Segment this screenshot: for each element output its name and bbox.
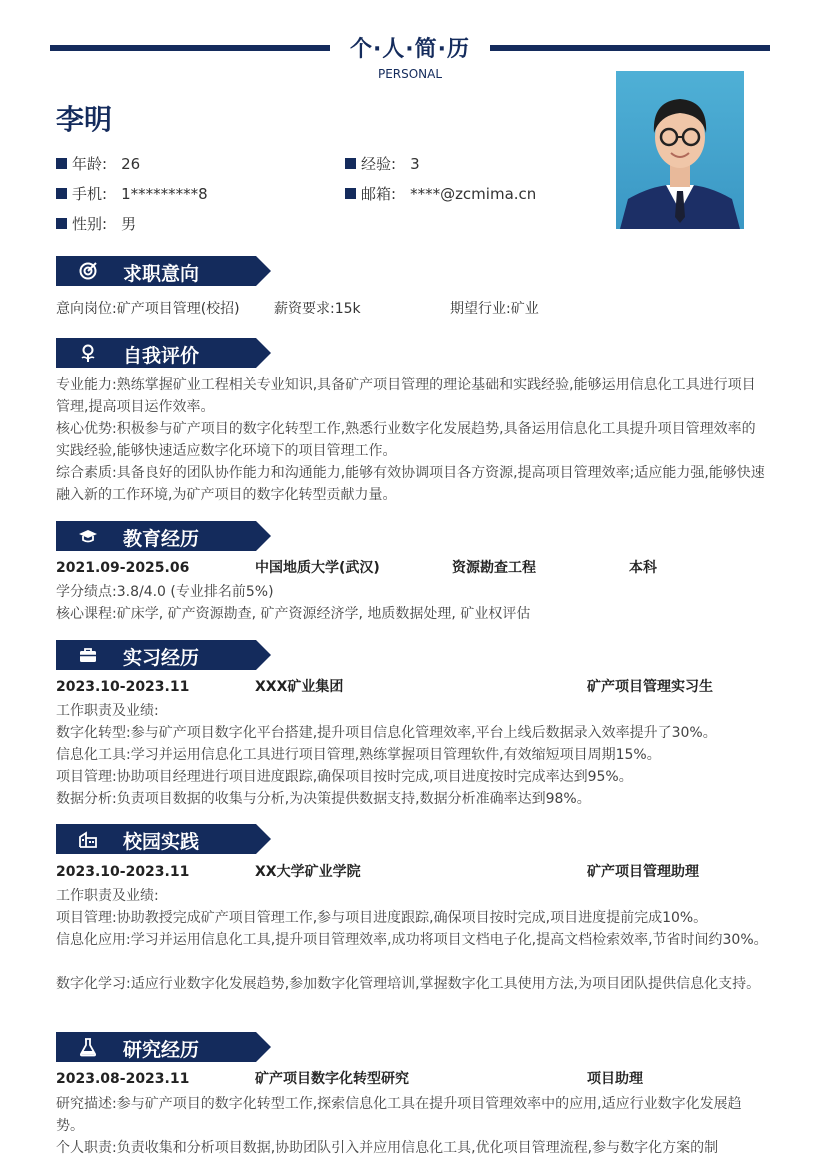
campus-role: 矿产项目管理助理 <box>587 864 699 880</box>
bullet-square <box>345 188 356 199</box>
edu-school: 中国地质大学(武汉) <box>255 560 380 576</box>
section-header-self: 自我评价 <box>56 338 271 368</box>
intern-intro: 工作职责及业绩: <box>56 703 159 719</box>
self-eval-professional: 专业能力:熟练掌握矿业工程相关专业知识,具备矿产项目管理的理论基础和实践经验,能够运用信息化工具进行项目管理,提高项目运作效率。 <box>56 377 756 415</box>
intern-company: XXX矿业集团 <box>255 679 344 695</box>
intern-item: 数据分析:负责项目数据的收集与分析,为决策提供数据支持,数据分析准确率达到98%。 <box>56 791 591 807</box>
section-header-campus: 校园实践 <box>56 824 271 854</box>
self-eval-strength: 核心优势:积极参与矿产项目的数字化转型工作,熟悉行业数字化发展趋势,具备运用信息化工具提升项目管理效率的实践经验,能够快速适应数字化环境下的项目管理工作。 <box>56 421 756 459</box>
briefcase-icon <box>78 645 98 665</box>
intern-item: 数字化转型:参与矿产项目数字化平台搭建,提升项目信息化管理效率,平台上线后数据录入效率提升了30%。 <box>56 725 717 741</box>
age-field: 年龄: 26 <box>56 153 140 174</box>
intent-salary: 薪资要求:15k <box>274 301 361 317</box>
bullet-square <box>56 158 67 169</box>
phone-field: 手机: 1*********8 <box>56 183 208 204</box>
intern-item: 项目管理:协助项目经理进行项目进度跟踪,确保项目按时完成,项目进度按时完成率达到95%。 <box>56 769 633 785</box>
gender-field: 性别: 男 <box>56 213 136 234</box>
header-rule-left <box>50 45 330 51</box>
research-period: 2023.08-2023.11 <box>56 1071 190 1087</box>
resume-title: 个·人·简·历 <box>349 37 471 62</box>
campus-org: XX大学矿业学院 <box>255 864 361 880</box>
edu-courses: 核心课程:矿床学, 矿产资源勘查, 矿产资源经济学, 地质数据处理, 矿业权评估 <box>56 606 531 622</box>
graduation-cap-icon <box>78 526 98 546</box>
intent-position: 意向岗位:矿产项目管理(校招) <box>56 301 240 317</box>
section-header-research: 研究经历 <box>56 1032 271 1062</box>
intern-period: 2023.10-2023.11 <box>56 679 190 695</box>
research-item: 研究描述:参与矿产项目的数字化转型工作,探索信息化工具在提升项目管理效率中的应用,适应行业数字化发展趋势。 <box>56 1096 742 1134</box>
research-role: 项目助理 <box>587 1071 643 1087</box>
candidate-name: 李明 <box>56 103 113 136</box>
edu-period: 2021.09-2025.06 <box>56 560 190 576</box>
campus-intro: 工作职责及业绩: <box>56 888 159 904</box>
campus-item: 项目管理:协助教授完成矿产项目管理工作,参与项目进度跟踪,确保项目按时完成,项目进度提前完成10%。 <box>56 910 708 926</box>
building-icon <box>78 829 98 849</box>
bullet-square <box>345 158 356 169</box>
experience-field: 经验: 3 <box>345 153 420 174</box>
email-field: 邮箱: ****@zcmima.cn <box>345 183 536 204</box>
edu-degree: 本科 <box>629 560 657 576</box>
campus-period: 2023.10-2023.11 <box>56 864 190 880</box>
research-project: 矿产项目数字化转型研究 <box>255 1071 409 1087</box>
intent-industry: 期望行业:矿业 <box>450 301 539 317</box>
intern-item: 信息化工具:学习并运用信息化工具进行项目管理,熟练掌握项目管理软件,有效缩短项目周期15%。 <box>56 747 661 763</box>
flask-icon <box>78 1037 98 1057</box>
section-header-intent: 求职意向 <box>56 256 271 286</box>
profile-photo <box>616 71 744 229</box>
self-eval-quality: 综合素质:具备良好的团队协作能力和沟通能力,能够有效协调项目各方资源,提高项目管理效率;适应能力强,能够快速融入新的工作环境,为矿产项目的数字化转型贡献力量。 <box>56 465 765 503</box>
section-header-education: 教育经历 <box>56 521 271 551</box>
edu-gpa: 学分绩点:3.8/4.0 (专业排名前5%) <box>56 584 274 600</box>
research-item: 个人职责:负责收集和分析项目数据,协助团队引入并应用信息化工具,优化项目管理流程,参与数字化方案的制 <box>56 1140 719 1156</box>
campus-item: 数字化学习:适应行业数字化发展趋势,参加数字化管理培训,掌握数字化工具使用方法,为项目团队提供信息化支持。 <box>56 976 761 992</box>
campus-item: 信息化应用:学习并运用信息化工具,提升项目管理效率,成功将项目文档电子化,提高文档检索效率,节省时间约30%。 <box>56 932 768 948</box>
resume-subtitle: PERSONAL <box>377 67 443 81</box>
bullet-square <box>56 218 67 229</box>
target-icon <box>78 261 98 281</box>
flower-icon <box>78 343 98 363</box>
section-header-internship: 实习经历 <box>56 640 271 670</box>
bullet-square <box>56 188 67 199</box>
intern-role: 矿产项目管理实习生 <box>587 679 713 695</box>
header-rule-right <box>490 45 770 51</box>
edu-major: 资源勘查工程 <box>452 560 536 576</box>
